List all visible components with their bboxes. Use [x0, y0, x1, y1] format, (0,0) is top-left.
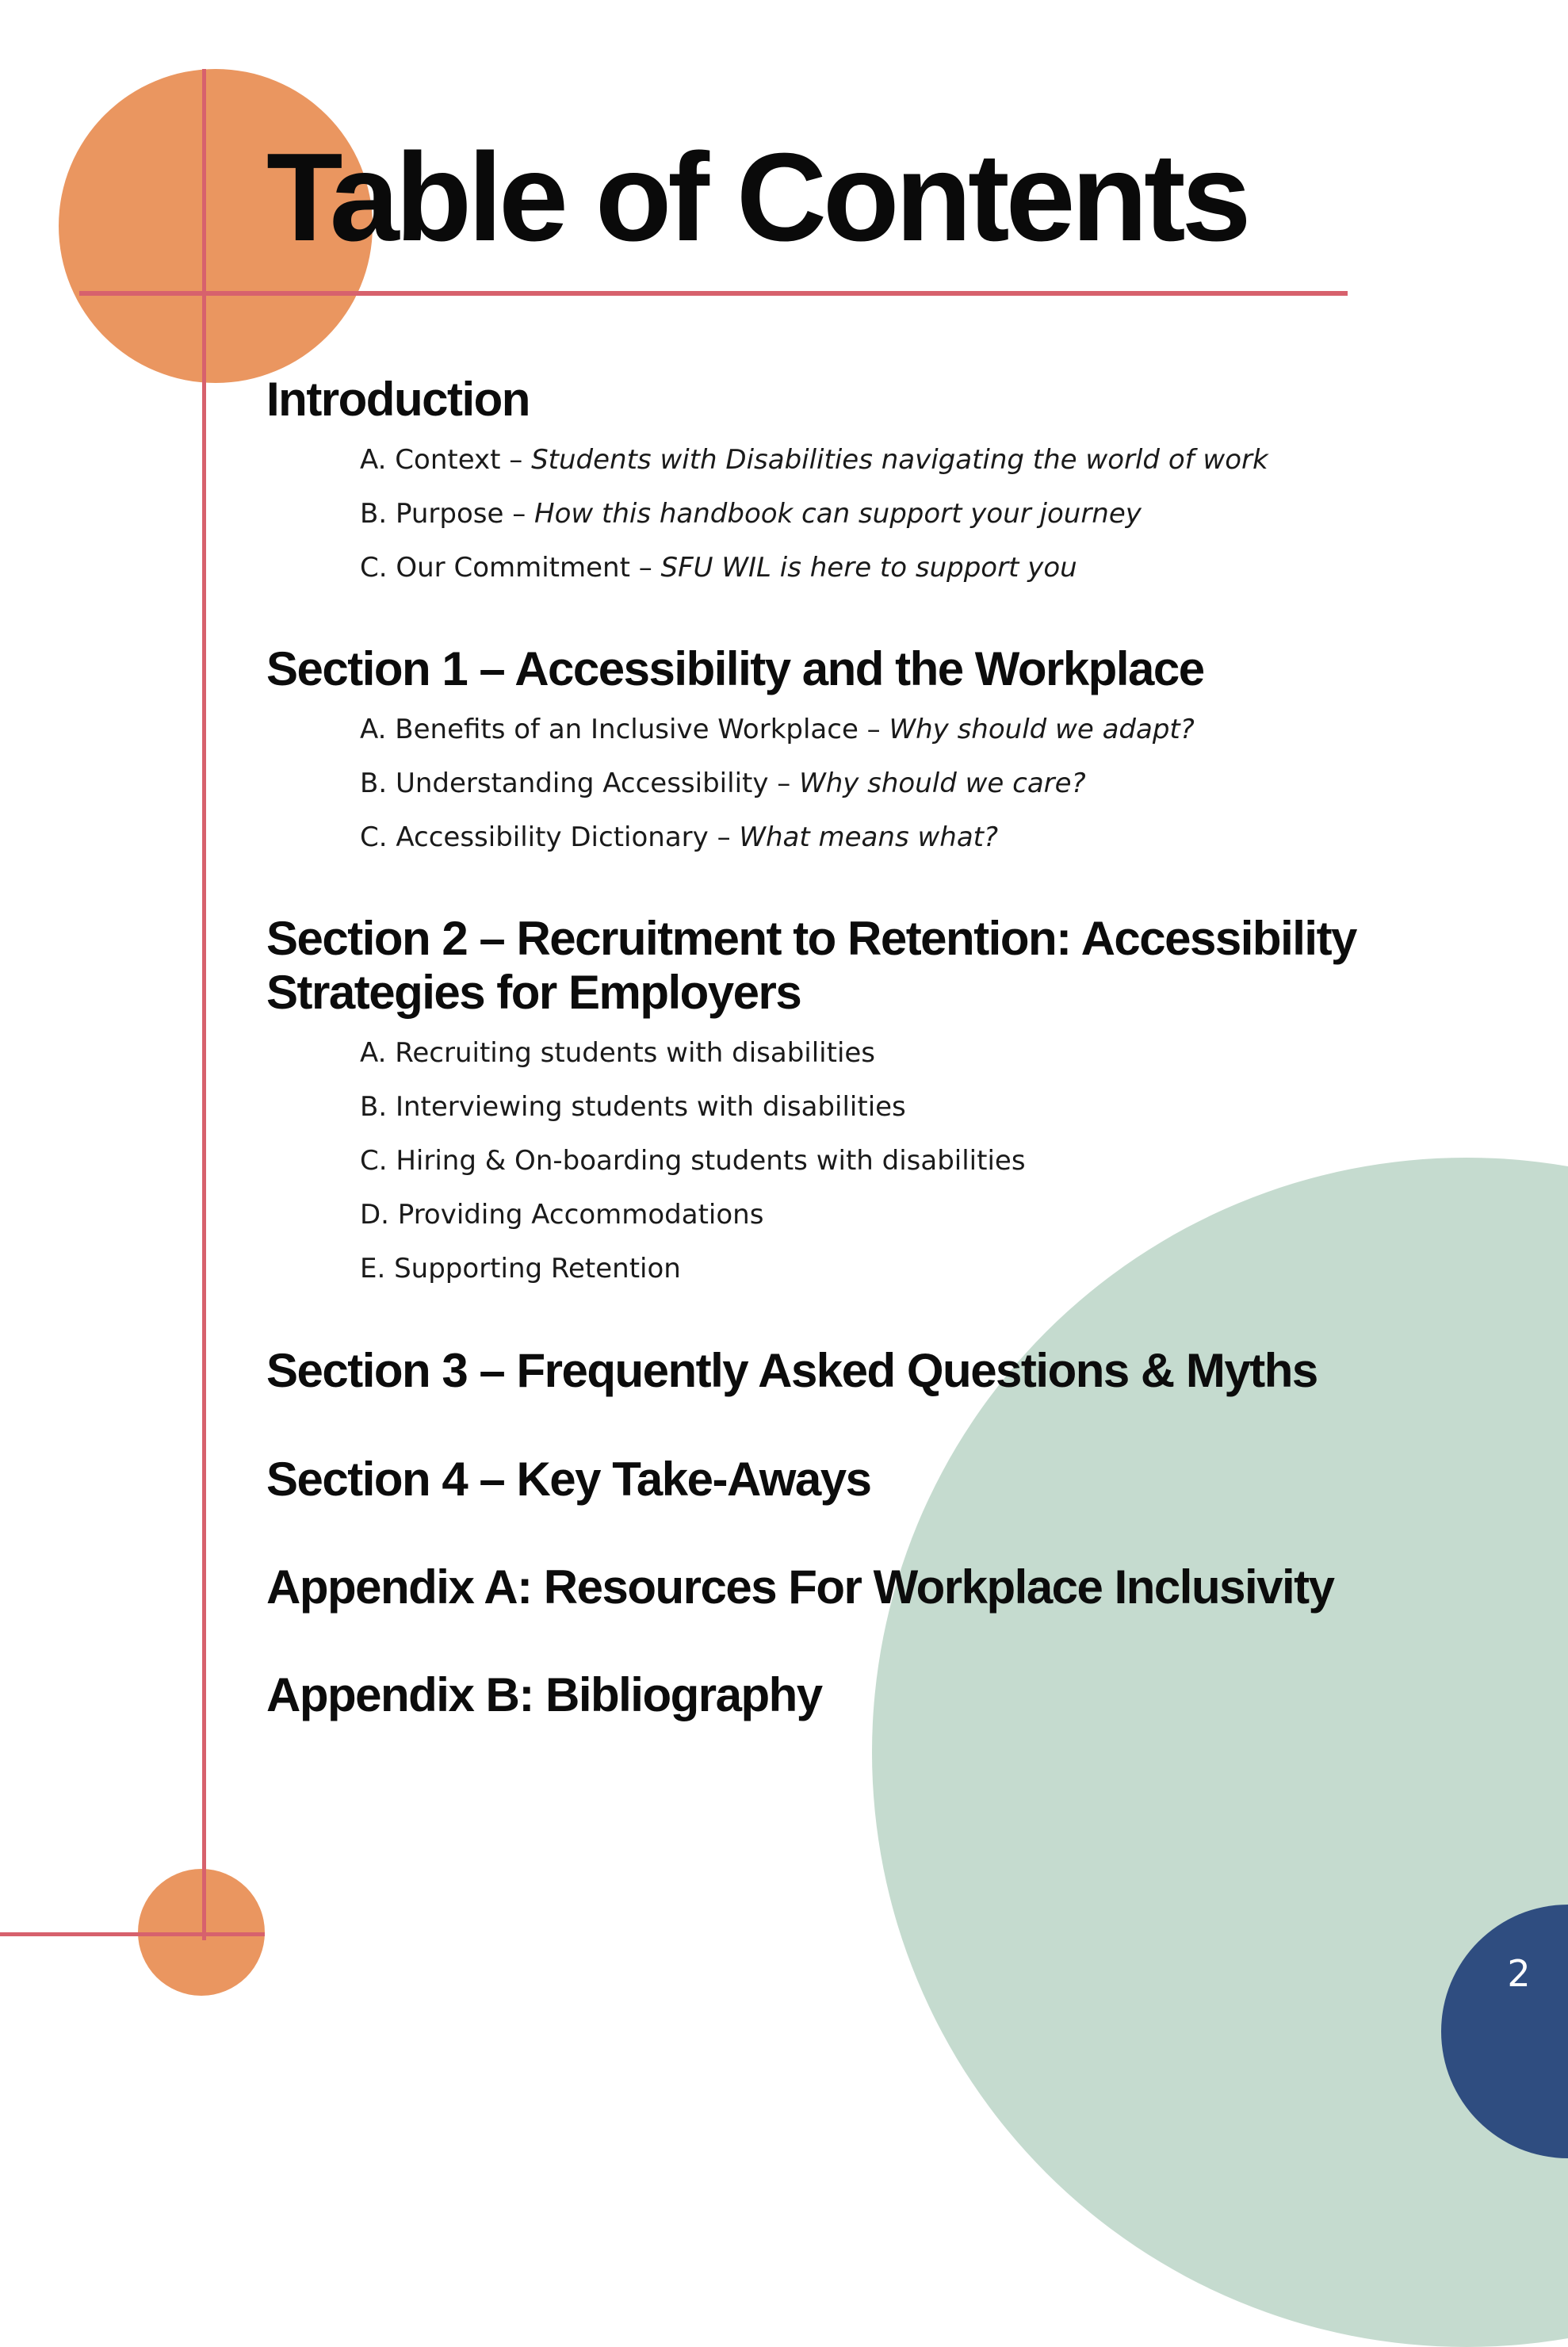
toc-section-2 [266, 912, 1356, 1296]
section-heading[interactable]: Introduction [266, 373, 530, 426]
section-heading-line: Section 2 – Recruitment to Retention: Accessibility [266, 912, 1356, 965]
toc-appendix-a [266, 1560, 1334, 1614]
toc-section-1 [266, 642, 1204, 864]
section-heading[interactable] [266, 912, 1356, 1020]
toc-item[interactable]: C. Our Commitment – SFU WIL is here to support you [360, 552, 1077, 584]
toc-item[interactable]: D. Providing Accommodations [360, 1199, 764, 1231]
bottom-rule [0, 1932, 265, 1936]
section-heading-line: Strategies for Employers [266, 966, 801, 1019]
toc-section-4 [266, 1453, 871, 1507]
toc-item[interactable]: B. Purpose – How this handbook can support your journey [360, 498, 1142, 530]
toc-item[interactable]: A. Context – Students with Disabilities navigating the world of work [360, 444, 1268, 476]
section-heading[interactable]: Appendix B: Bibliography [266, 1668, 822, 1721]
section-items [266, 433, 1268, 595]
title-underline-rule [79, 291, 1348, 296]
section-items [266, 703, 1204, 864]
toc-item[interactable]: A. Benefits of an Inclusive Workplace – Why should we adapt? [360, 714, 1195, 745]
toc-item[interactable]: C. Hiring & On-boarding students with disabilities [360, 1145, 1026, 1177]
toc-item[interactable]: B. Understanding Accessibility – Why should we care? [360, 768, 1086, 799]
section-heading[interactable]: Section 4 – Key Take-Aways [266, 1453, 871, 1506]
vertical-rule [202, 69, 206, 1940]
toc-item[interactable]: A. Recruiting students with disabilities [360, 1037, 876, 1069]
toc-item[interactable]: E. Supporting Retention [360, 1253, 681, 1285]
toc-section-introduction [266, 373, 1268, 595]
toc-section-3 [266, 1344, 1318, 1398]
page-number: 2 [1507, 1952, 1531, 1995]
section-heading[interactable]: Section 3 – Frequently Asked Questions & Myths [266, 1344, 1318, 1397]
toc-item[interactable]: B. Interviewing students with disabilities [360, 1091, 906, 1123]
page-title: Table of Contents [266, 128, 1248, 267]
section-items [266, 1026, 1356, 1296]
section-heading[interactable]: Section 1 – Accessibility and the Workplace [266, 642, 1204, 695]
toc-item[interactable]: C. Accessibility Dictionary – What means what? [360, 821, 999, 853]
section-heading[interactable]: Appendix A: Resources For Workplace Inclusivity [266, 1560, 1334, 1614]
toc-appendix-b [266, 1668, 822, 1722]
green-circle-decoration [872, 1158, 1568, 2347]
